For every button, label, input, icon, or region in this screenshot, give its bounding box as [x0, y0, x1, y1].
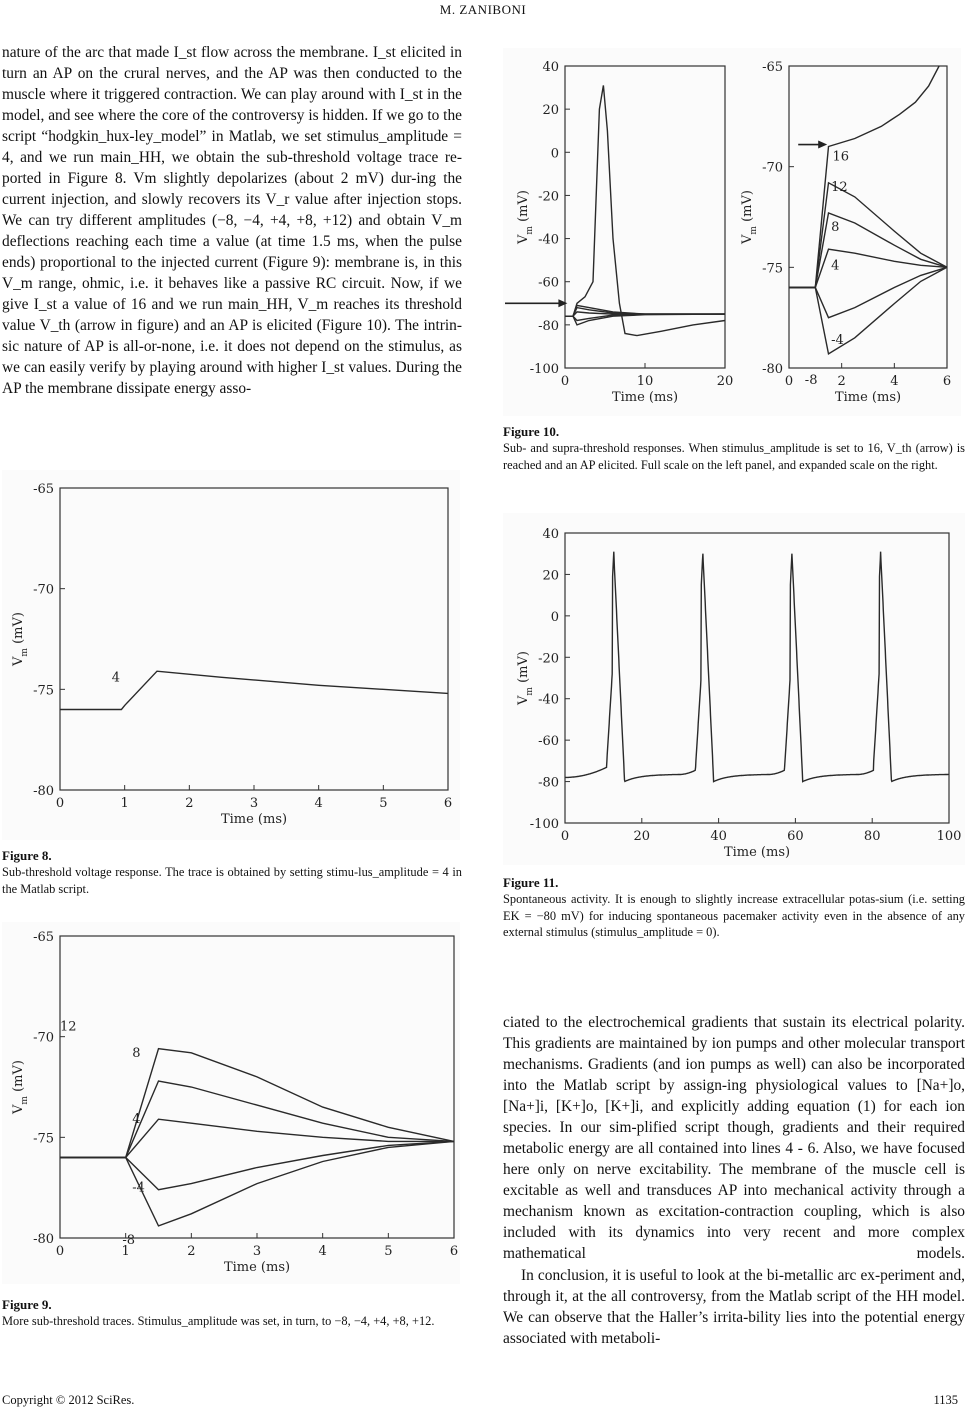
figure-8-text: Sub-threshold voltage response. The trace is obtained by setting stimu-lus_amplitude = 4 in the Matlab script. [2, 865, 462, 896]
trace-8 [60, 1081, 454, 1158]
y-tick-label: -65 [33, 482, 54, 497]
figure-8-caption [2, 848, 462, 897]
series-label: -8 [804, 373, 818, 389]
y-axis-label: $V_m$ (mV) [740, 190, 759, 244]
threshold-arrow-head [818, 141, 827, 149]
x-tick-label: 2 [187, 1244, 196, 1259]
y-tick-label: -80 [33, 784, 54, 799]
trace-8 [789, 213, 947, 288]
figure-11-label: Figure 11. [503, 875, 559, 890]
trace--8 [789, 267, 947, 354]
x-tick-label: 4 [890, 374, 899, 389]
x-tick-label: 40 [710, 829, 727, 844]
x-axis-label: Time (ms) [834, 390, 902, 405]
series-label: 8 [132, 1045, 141, 1061]
x-tick-label: 20 [716, 374, 734, 389]
trace-spontaneous [565, 552, 949, 782]
x-tick-label: 5 [379, 796, 388, 811]
x-tick-label: 0 [55, 796, 65, 811]
series-label: -4 [132, 1180, 145, 1196]
y-tick-label: -70 [33, 582, 54, 598]
series-label: 16 [832, 149, 849, 165]
plot-frame [60, 488, 448, 790]
y-tick-label: -80 [762, 362, 783, 377]
series-label: 4 [831, 258, 840, 274]
y-axis-label: $V_m$ (mV) [11, 1060, 30, 1114]
y-tick-label: 0 [550, 609, 559, 625]
figure-10-left-chart [503, 48, 735, 416]
figure-9-label: Figure 9. [2, 1297, 52, 1312]
x-tick-label: 4 [318, 1244, 327, 1259]
trace--4 [789, 267, 947, 317]
x-tick-label: 2 [837, 374, 846, 389]
y-tick-label: 40 [542, 60, 559, 75]
series-label: 12 [831, 179, 848, 195]
y-tick-label: 20 [542, 103, 559, 119]
y-tick-label: -80 [33, 1232, 54, 1247]
y-tick-label: -75 [33, 683, 54, 699]
trace-16 [565, 85, 725, 335]
figure-8-label: Figure 8. [2, 848, 52, 863]
y-tick-label: -40 [538, 232, 559, 248]
figure-11-text: Spontaneous activity. It is enough to slightly increase extracellular potas-sium (i.e. setting EK = −80 mV) for inducing spontaneous pacemaker activity even in the absence of any external stimulus (stimulus_amplitude = 0). [503, 892, 965, 940]
figure-9-text: More sub-threshold traces. Stimulus_amplitude was set, in turn, to −8, −4, +4, +8, +12. [2, 1314, 435, 1328]
x-tick-label: 6 [443, 796, 453, 811]
figure-9-caption [2, 1297, 462, 1330]
body-paragraph: In conclusion, it is useful to look at the bi-metallic arc ex-periment and, through it, at the all controversy, from the Matlab script of the HH model. We can observe that the Haller’s irrita-bility lies into the potential energy associated with metaboli- [503, 1267, 965, 1347]
trace--8 [60, 1141, 454, 1226]
x-tick-label: 0 [784, 374, 794, 389]
x-tick-label: 20 [633, 829, 651, 844]
y-axis-label: $V_m$ (mV) [11, 612, 30, 666]
x-tick-label: 100 [936, 829, 962, 844]
figure-10-text: Sub- and supra-threshold responses. When stimulus_amplitude is set to 16, V_th (arrow) is reached and an AP elicited. Full scale on the left panel, and expanded scale on the right. [503, 441, 965, 472]
trace--4 [60, 1141, 454, 1189]
figure-11-chart [503, 513, 965, 865]
series-label: -8 [122, 1233, 136, 1249]
y-tick-label: -80 [538, 318, 559, 334]
copyright-notice: Copyright © 2012 SciRes. [2, 1393, 135, 1407]
trace-12 [789, 183, 947, 288]
figure-10-label: Figure 10. [503, 424, 560, 439]
x-tick-label: 0 [560, 374, 570, 389]
body-paragraph: nature of the arc that made I_st flow across the membrane. I_st elicited in turn an AP on the crural nerves, and the AP was then conducted to the muscle where it triggered contraction. We can play around with I_st in the model, and see where the core of the controversy is hidden. If we go to the script “hodgkin_hux-ley_model” in Matlab, we set stimulus_amplitude = 4, and we run main_HH, we obtain the sub-threshold voltage trace re-ported in Figure 8. Vm slightly depolarizes (about 2 mV) dur-ing the current injection, and slowly recovers its V_r value after injection stops. We can try different amplitudes (−8, −4, +4, +8, +12) and obtain V_m deflections reaching each time a value (at time 1.5 ms, when the pulse ends) proportional to the injected current (Figure 9): membrane is, in this V_m range, ohmic, i.e. it behaves like a passive RC circuit. Now, if we give I_st a value of 16 and we run main_HH, V_m reaches its threshold value V_th (arrow in figure) and an AP is elicited (Figure 10). The intrin-sic nature of AP is all-or-none, i.e. it does not depend on the stimulus, as we can easily verify by playing around with higher I_st values. During the AP the membrane dissipate energy asso- [2, 44, 462, 397]
y-tick-label: -80 [538, 775, 559, 791]
x-axis-label: Time (ms) [220, 812, 288, 827]
y-axis-label: $V_m$ (mV) [516, 651, 535, 705]
y-tick-label: -70 [762, 160, 783, 176]
x-axis-label: Time (ms) [223, 1260, 291, 1275]
y-tick-label: -60 [538, 275, 559, 291]
x-tick-label: 5 [384, 1244, 393, 1259]
y-tick-label: 40 [542, 527, 559, 542]
plot-frame [789, 66, 947, 368]
y-tick-label: -20 [538, 651, 559, 667]
x-tick-label: 80 [863, 829, 881, 844]
y-tick-label: 20 [542, 568, 559, 584]
body-paragraph: ciated to the electrochemical gradients that sustain its electrical polarity. This gradients are maintained by ion pumps and other molecular transport mechanisms. Gradients (and ion pumps as well) can also be incorporated into the Matlab script by assign-ing physiological values to [Na+]o, [Na+]i, [K+]o, [K+]i, and explicitly adding equation (1) for each ion species. In our sim-plified script though, gradients and their required metabolic energy are all contained into lines 4 - 6. Also, we have focused here only on nerve excitability. The membrane of the muscle cell is excitable as well and transduces AP into mechanical activity through a mechanism known as excitation-contraction coupling, which is also included with its dynamics into very recent and more complex mathematical models. [503, 1014, 965, 1262]
y-tick-label: -100 [529, 817, 559, 832]
y-tick-label: -70 [33, 1030, 54, 1046]
y-tick-label: -65 [33, 930, 54, 945]
threshold-arrow-head [558, 299, 567, 307]
series-label: 12 [60, 1019, 77, 1035]
x-tick-label: 10 [636, 374, 654, 389]
x-tick-label: 2 [185, 796, 194, 811]
y-tick-label: -40 [538, 692, 559, 708]
y-tick-label: -20 [538, 189, 559, 205]
y-tick-label: 0 [550, 146, 559, 162]
x-axis-label: Time (ms) [611, 390, 679, 405]
figure-10-right-chart [735, 48, 961, 416]
x-tick-label: 6 [942, 374, 952, 389]
series-label: -4 [831, 332, 844, 348]
plot-frame [565, 66, 725, 368]
x-tick-label: 0 [560, 829, 570, 844]
figure-9-chart [2, 922, 460, 1284]
figure-11-caption [503, 875, 965, 941]
x-tick-label: 6 [449, 1244, 459, 1259]
x-axis-label: Time (ms) [723, 845, 791, 860]
plot-frame [60, 936, 454, 1238]
page-number: 1135 [933, 1393, 958, 1407]
figure-10-caption [503, 424, 965, 473]
x-tick-label: 0 [55, 1244, 65, 1259]
x-tick-label: 1 [121, 1244, 130, 1259]
series-label: 8 [831, 220, 840, 236]
x-tick-label: 3 [249, 796, 259, 811]
series-label: 4 [132, 1112, 141, 1128]
running-head: M. ZANIBONI [439, 2, 527, 17]
figure-8-chart [2, 470, 460, 840]
y-tick-label: -60 [538, 734, 559, 750]
x-tick-label: 1 [120, 796, 129, 811]
y-tick-label: -100 [529, 362, 559, 377]
trace-16 [789, 66, 939, 288]
y-tick-label: -75 [762, 261, 783, 277]
y-tick-label: -65 [762, 60, 783, 75]
y-tick-label: -75 [33, 1131, 54, 1147]
series-label: 4 [111, 670, 121, 686]
y-axis-label: $V_m$ (mV) [516, 190, 535, 244]
x-tick-label: 3 [252, 1244, 262, 1259]
x-tick-label: 60 [787, 829, 804, 844]
x-tick-label: 4 [314, 796, 323, 811]
